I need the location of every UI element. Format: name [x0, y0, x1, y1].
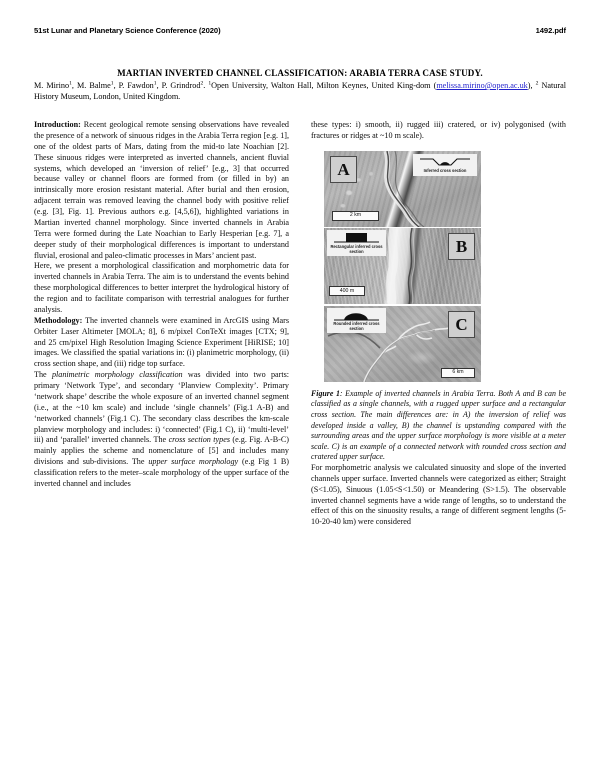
- scale-bar-b: 400 m: [329, 286, 365, 296]
- figure-panel-b: [324, 228, 481, 304]
- introduction-paragraph-1: [34, 120, 289, 261]
- classification-text-b: was divided into two parts: primary ‘Network Type’, and secondary ‘Planview Complexity’. Primary ‘network shape’ describe the whole exposure of an inverted channel segment (i.e., at the ~10 km scale) and include ‘single channels’ (Fig.1 A-B) and ‘networked channels’ (Fig.1 C). The secondary class describes the km-scale planview morphology and includes: i) ‘connected’ (Fig.1 C), ii) ‘multi-level’ iii) and ‘parallel’ inverted channels. The: [34, 370, 289, 445]
- cross-section-label-a: Inferred cross section: [423, 168, 467, 174]
- author-3: , P. Fawdon: [113, 81, 154, 90]
- panel-letter-b: B: [448, 233, 475, 260]
- figure-number: Figure 1: [311, 388, 340, 398]
- figure-caption: [311, 389, 566, 463]
- cross-section-inset-b: [327, 230, 386, 256]
- cross-section-label-b: Rectangular inferred cross section: [330, 243, 383, 254]
- classification-text-a: The: [34, 370, 52, 380]
- rounded-dome-icon: [333, 310, 380, 322]
- contact-email-link[interactable]: melissa.mirino@open.ac.uk: [436, 81, 528, 90]
- file-id: 1492.pdf: [535, 26, 566, 35]
- figure-1: [311, 151, 566, 463]
- author-1-affil-marker: 1: [69, 80, 72, 87]
- page-title: MARTIAN INVERTED CHANNEL CLASSIFICATION: ARABIA TERRA CASE STUDY.: [117, 68, 483, 78]
- surface-types-paragraph: these types: i) smooth, ii) rugged iii) cratered, or iv) polygonised (with fractures or ridges at ~10 m scale).: [311, 120, 566, 140]
- figure-panel-stack: [324, 151, 481, 382]
- affiliation-1-marker: 1: [208, 80, 212, 87]
- author-affiliation-line: [34, 81, 566, 103]
- introduction-text-1: Recent geological remote sensing observations have revealed the presence of a network of sinuous ridges in the Arabia Terra region [e.g. 1], one of the oldest parts of Mars, dating from the mid-to late Noachian [2]. These sinuous ridges were interpreted as inverted channels, ancient fluvial systems, which developed an ‘inversion of relief’ [e.g., 3] that occurred because valley or channel floors are formed from (or filled in by) an intrinsically more erosion resistant material. After burial and then erosion, adjacent terrain was removed leaving the channel body with positive relief (e.g. [3], Fig. 1]. Previous authors e.g. [4,5,6]), highlighted variations in Martian inverted channel morphology. Since inverted channels in Arabia Terra were formed during the Late Noachian to Early Hesperian [e.g. 7], a deeper study of their morphological differences is important to understand fluvial, erosional and paleo-climatic processes in Mars’ ancient past.: [34, 120, 289, 260]
- figure-panel-c: [324, 306, 481, 382]
- term-cross-section-types: cross section types: [168, 435, 230, 445]
- body-column-right: [311, 120, 566, 528]
- author-4: , P. Grindrod: [156, 81, 201, 90]
- author-1: M. Mirino: [34, 81, 70, 90]
- methodology-paragraph-1: [34, 316, 289, 370]
- author-2-affil-marker: 1: [110, 80, 114, 87]
- affiliation-2: Natural History Museum, London, United Kingdom.: [34, 81, 566, 101]
- methodology-text-1: The inverted channels were examined in ArcGIS using Mars Orbiter Laser Altimeter [MOLA; 8], 6 m/pixel ConTeXt images [CTX; 9], and 25 cm/pixel High Resolution Imaging Science Experiment [HiRISE; 10] images. We classified the spatial variations in: (i) planimetric morphology, (ii) cross section shape, and (iii) ridge top surface.: [34, 315, 289, 369]
- cross-section-inset-c: [327, 308, 386, 334]
- affiliation-1: Open University, Walton Hall, Milton Keynes, United King-dom (: [211, 81, 437, 90]
- term-upper-surface-morphology: upper surface morphology: [148, 457, 239, 467]
- methodology-heading: Methodology:: [34, 315, 83, 325]
- classification-text-d: (e.g Fig 1 B) classification refers to the meter–scale morphology of the upper surface of the inverted channel and includes: [34, 457, 289, 488]
- term-planimetric-morphology-classification: planimetric morphology classification: [51, 370, 183, 380]
- valley-with-mound-icon: [419, 156, 471, 169]
- introduction-heading: Introduction:: [34, 120, 81, 129]
- morphometric-analysis-paragraph: For morphometric analysis we calculated sinuosity and slope of the inverted channels upper surface. Inverted channels were categorized as either; Straight (S<1.05), Sinuous (1.05<S<1.50) or Meandering (S>1.5). The observable inverted channel segments have a wide range of lengths, so to understand the effect of this on the sinuosity results, a range of different segment lengths (5-10-20-40 km) were considered: [311, 462, 566, 527]
- scale-bar-a: 2 km: [332, 211, 379, 221]
- page-header: [34, 26, 566, 35]
- author-3-affil-marker: 1: [153, 80, 157, 87]
- author-4-affil-marker: 2: [200, 80, 204, 87]
- introduction-paragraph-2: Here, we present a morphological classification and morphometric data for inverted channels in Arabia Terra. The aim is to understand the events behind these morphological differences to better interpret the hydrological history of the region and to facilitate comparison with terrestrial analogues for further analysis.: [34, 261, 289, 314]
- author-list-terminator: .: [203, 81, 209, 90]
- rectangular-block-icon: [333, 232, 380, 244]
- author-2: , M. Balme: [71, 81, 111, 90]
- cross-section-inset-a: [413, 154, 477, 176]
- affiliation-1-close: ),: [527, 81, 536, 90]
- scale-bar-c: 6 km: [441, 368, 475, 378]
- methodology-paragraph-2: [34, 370, 289, 490]
- classification-text-c: (e.g. Fig. A-B-C) mainly applies the scheme and nomenclature of [5] and includes many divisions and sub-divisions. The: [34, 435, 289, 467]
- panel-letter-a: A: [330, 156, 357, 183]
- conference-name: 51st Lunar and Planetary Science Conference (2020): [34, 26, 221, 35]
- title-block: [34, 68, 566, 103]
- cross-section-label-c: Rounded inferred cross section: [333, 321, 380, 332]
- panel-letter-c: C: [448, 311, 475, 338]
- figure-caption-text: : Example of inverted channels in Arabia Terra. Both A and B can be classified as a single channels, with a rugged upper surface and a rectangular cross section. The main differences are: in A) the inversion of relief was developed inside a valley, B) the channel is upstanding compared with the surrounding areas and the upper surface morphology is more visible at a meter scale. C) is an example of a connected network with rounded cross section and cratered upper surface.: [311, 388, 566, 462]
- body-column-left: [34, 120, 289, 490]
- figure-panel-a: [324, 151, 481, 227]
- affiliation-2-marker: 2: [535, 80, 539, 87]
